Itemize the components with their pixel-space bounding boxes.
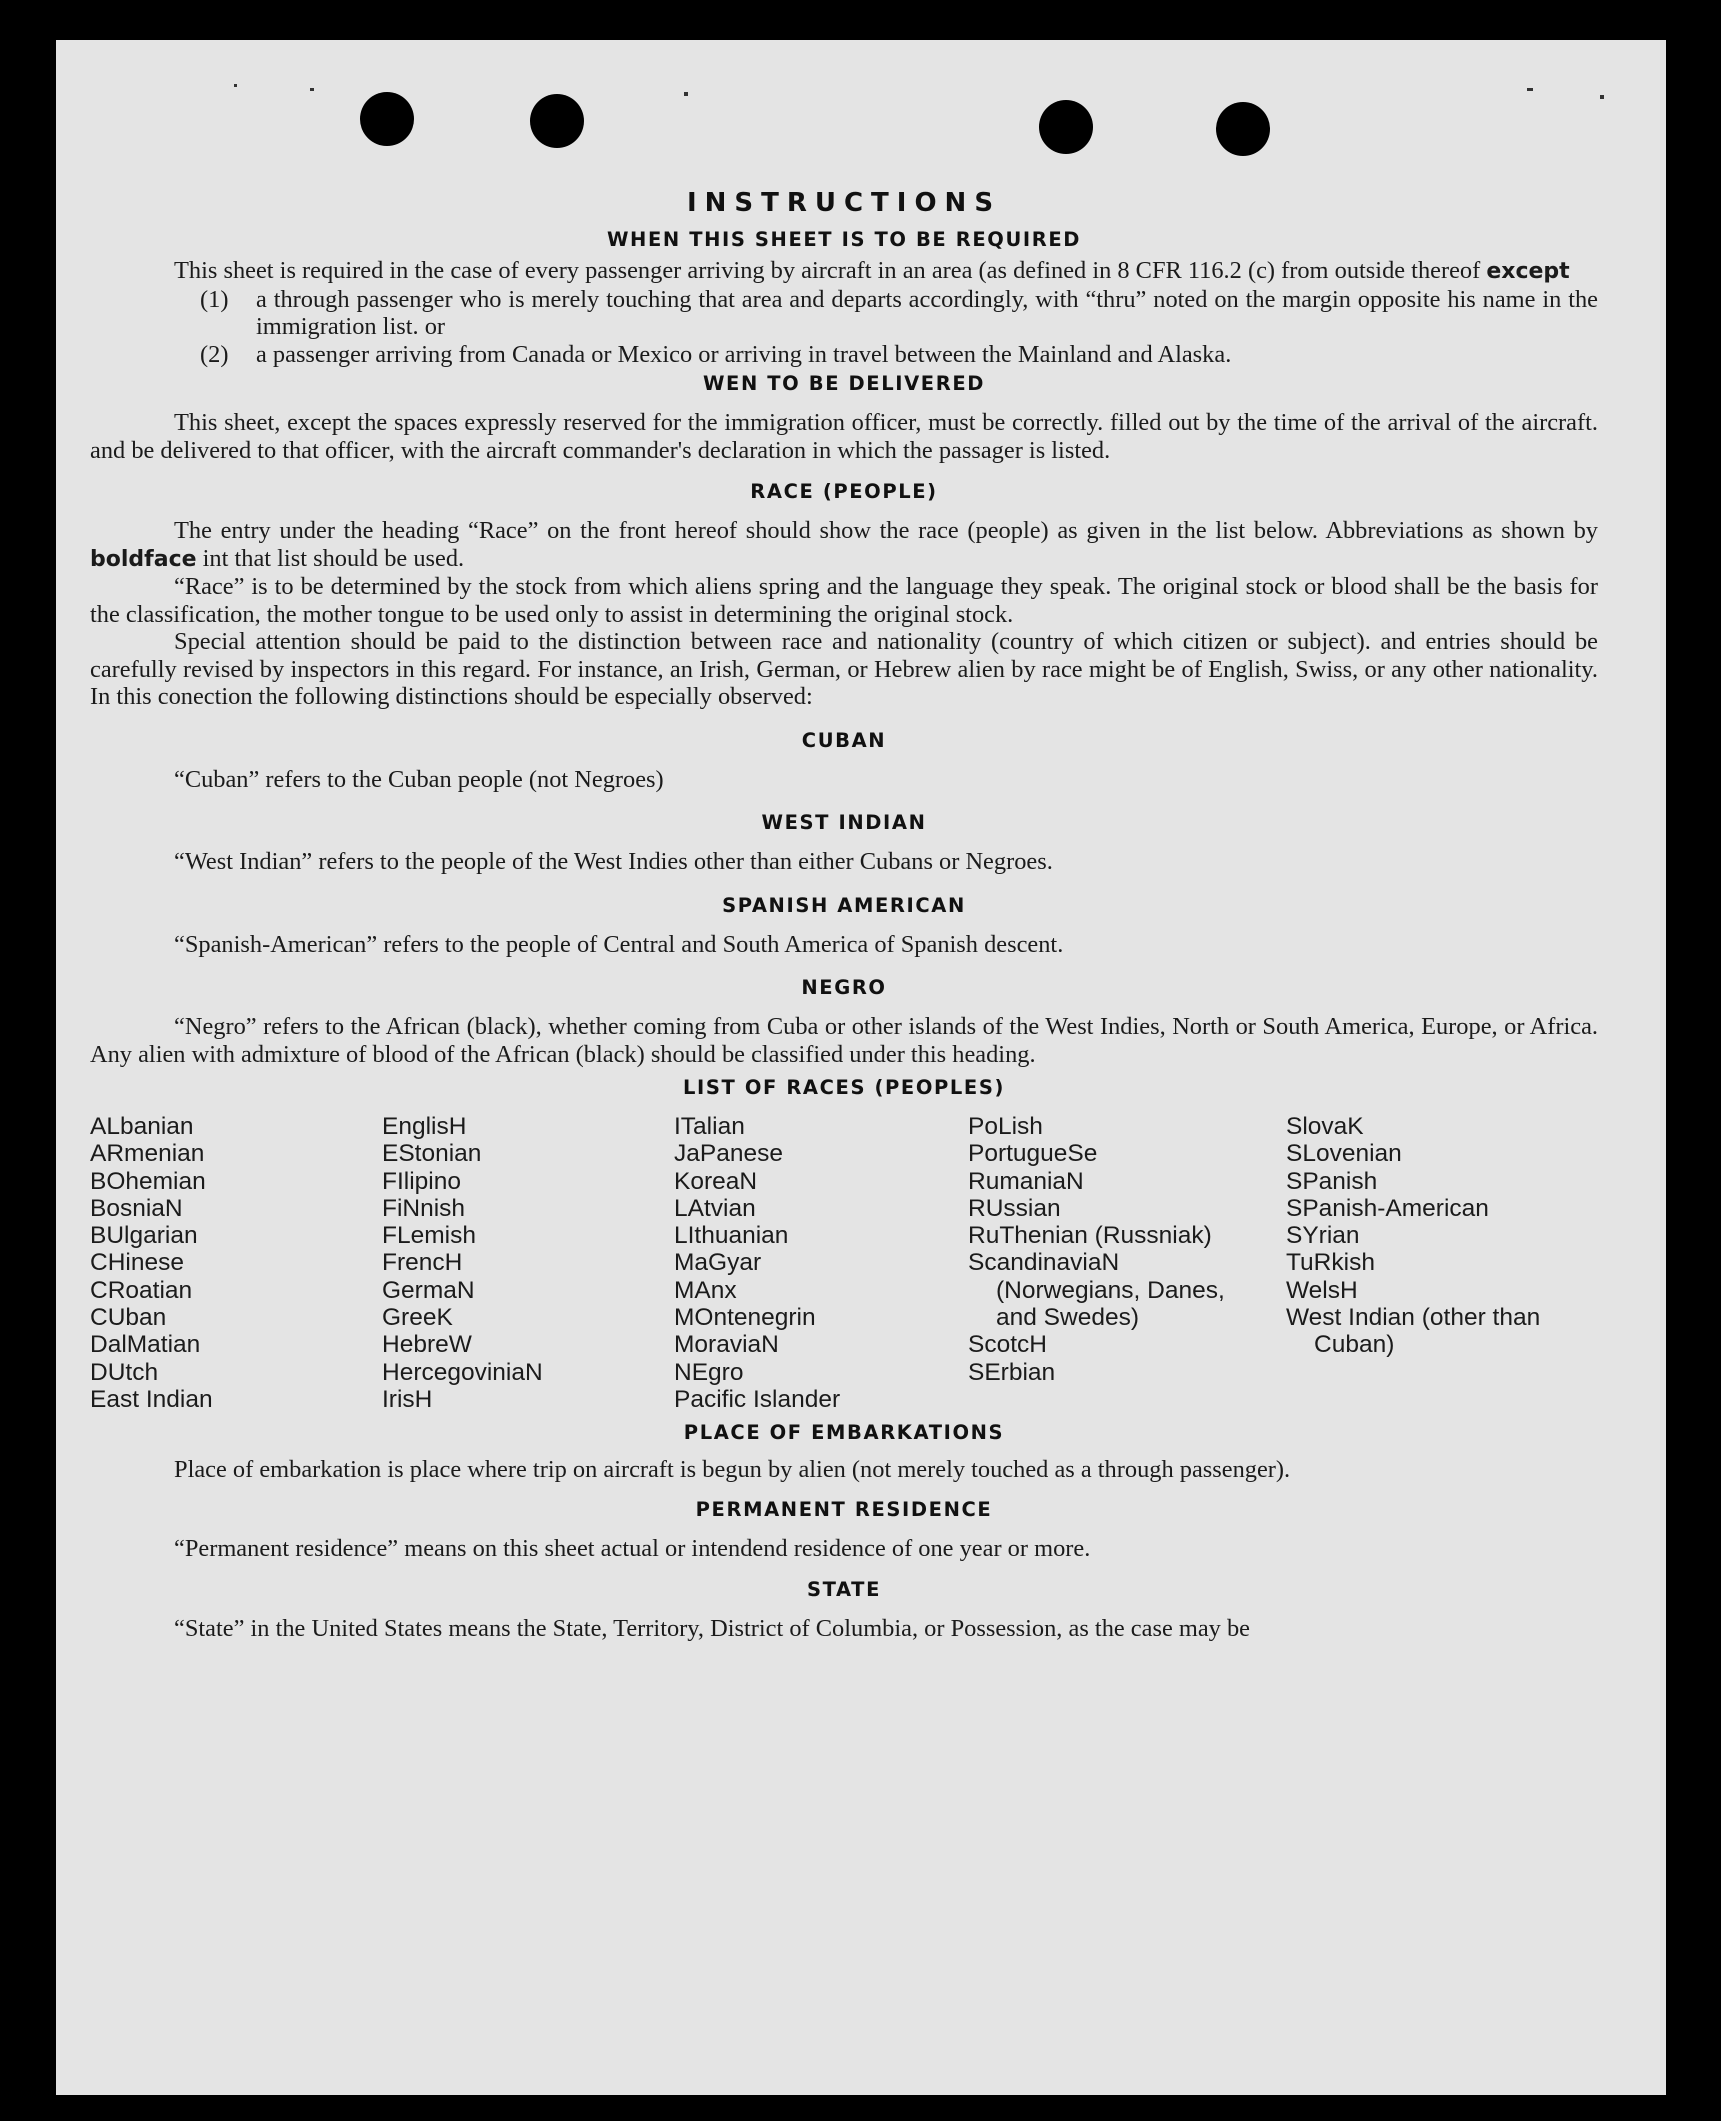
race-item: BUlgarian [90,1222,198,1250]
punch-hole [1216,102,1270,156]
race-item: GreeK [382,1304,453,1332]
paragraph-text: This sheet is required in the case of every passenger arriving by aircraft in an area (as defined in 8 CFR 116.2 (c) from outside thereof [174,257,1481,284]
race-item: NEgro [674,1358,744,1386]
section-heading: WHEN THIS SHEET IS TO BE REQUIRED [606,228,1082,251]
paragraph [90,257,1598,286]
paragraph: “Negro” refers to the African (black), whether coming from Cuba or other islands of the West Indies, North or South America, Europe, or Africa. Any alien with admixture of blood of the African (black) should be classified under this heading. [90,1013,1598,1068]
item-text: a passenger arriving from Canada or Mexico or arriving in travel between the Mainland and Alaska. [256,340,1232,368]
paragraph [90,517,1598,573]
speck [1527,88,1533,91]
race-item: Pacific Islander [674,1385,841,1413]
list-item [200,286,1598,341]
race-item: EnglisH [382,1113,467,1140]
section-heading: PERMANENT RESIDENCE [695,1497,993,1521]
race-item: SYrian [1286,1222,1360,1250]
race-item: ALbanian [90,1113,194,1140]
page-title: INSTRUCTIONS [686,188,1002,218]
race-item: KoreaN [674,1167,758,1195]
race-list [90,1113,1598,1413]
item-number: (2) [200,340,229,368]
paragraph: “Race” is to be determined by the stock from which aliens spring and the language they speak. The original stock or blood shall be the basis for the classification, the mother tongue to be used only to assist in determining the original stock. [90,573,1598,628]
race-item: WelsH [1286,1276,1358,1304]
race-item: SPanish-American [1286,1194,1489,1222]
race-item: SErbian [968,1358,1056,1386]
section-heading: NEGRO [801,976,887,999]
race-item: RUssian [968,1194,1061,1222]
bold-text: boldface [90,546,197,572]
instructions-body [90,188,1598,1643]
race-item: TuRkish [1286,1249,1375,1277]
race-column [90,1113,382,1413]
list-item [200,341,1598,369]
race-item: MoraviaN [674,1331,779,1359]
race-item: MOntenegrin [674,1304,816,1332]
race-item: HebreW [382,1331,472,1359]
race-item: RumaniaN [968,1167,1084,1195]
race-item: LIthuanian [674,1222,789,1250]
race-item: ARmenian [90,1140,205,1168]
punch-hole [530,94,584,148]
race-item: ScotcH [968,1331,1047,1359]
section-heading: WEN TO BE DELIVERED [702,372,986,395]
race-item: JaPanese [674,1140,783,1168]
race-column [1286,1113,1566,1413]
paragraph: Special attention should be paid to the distinction between race and nationality (country of which citizen or subject). and entries should be carefully revised by inspectors in this regard. For instance, an Irish, German, or Hebrew alien by race might be of English, Swiss, or any other nationality. In this conection the following distinctions should be especially observed: [90,628,1598,710]
race-item: SPanish [1286,1167,1378,1195]
race-item: ScandinaviaN (Norwegians, Danes, and Swedes) [968,1249,1225,1332]
race-item: FIlipino [382,1167,461,1195]
document-page [56,40,1666,2095]
race-column [382,1113,674,1413]
speck [234,84,237,87]
bold-text: except [1486,259,1570,284]
section-heading: STATE [806,1578,882,1602]
race-item: HercegoviniaN [382,1358,543,1386]
race-item: ITalian [674,1113,745,1140]
section-heading: WEST INDIAN [761,811,927,834]
section-heading: PLACE OF EMBARKATIONS [683,1421,1005,1445]
race-item: CHinese [90,1249,184,1277]
paragraph-text: int that list should be used. [202,544,465,572]
race-item: BOhemian [90,1167,206,1195]
race-item: PoLish [968,1113,1043,1140]
item-text: a through passenger who is merely touching that area and departs accordingly, with “thru” noted on the margin opposite his name in the immigration list. or [256,285,1598,340]
race-column [674,1113,968,1413]
section-heading: SPANISH AMERICAN [722,893,966,917]
race-item: IrisH [382,1385,433,1413]
race-item: FrencH [382,1249,463,1277]
race-item: DUtch [90,1358,159,1386]
paragraph: Place of embarkation is place where trip on aircraft is begun by alien (not merely touched as a through passenger). [174,1456,1291,1484]
speck [1600,95,1604,99]
race-item: DalMatian [90,1331,201,1359]
race-item: West Indian (other than Cuban) [1286,1304,1541,1359]
race-item: MaGyar [674,1249,762,1277]
paragraph: “Permanent residence” means on this sheet actual or intendend residence of one year or more. [174,1534,1091,1562]
punch-hole [1039,100,1093,154]
race-item: LAtvian [674,1194,756,1222]
race-item: FLemish [382,1222,476,1250]
race-item: East Indian [90,1385,213,1413]
race-item: SlovaK [1286,1113,1364,1140]
speck [310,88,314,91]
race-item: CUban [90,1304,167,1332]
race-item: CRoatian [90,1276,193,1304]
race-item: GermaN [382,1276,475,1304]
paragraph: “West Indian” refers to the people of the West Indies other than either Cubans or Negroes. [174,848,1053,875]
speck [684,92,688,96]
paragraph-text: The entry under the heading “Race” on the front hereof should show the race (people) as given in the list below. Abbreviations as shown by [174,517,1598,544]
paragraph: “State” in the United States means the State, Territory, District of Columbia, or Possession, as the case may be [174,1615,1250,1643]
item-number: (1) [200,285,229,313]
paragraph: This sheet, except the spaces expressly reserved for the immigration officer, must be correctly. filled out by the time of the arrival of the aircraft. and be delivered to that officer, with the aircraft commander's declaration in which the passager is listed. [90,409,1598,464]
paragraph: “Cuban” refers to the Cuban people (not Negroes) [174,765,664,793]
section-heading: RACE (PEOPLE) [750,480,938,503]
section-heading: LIST OF RACES (PEOPLES) [683,1076,1005,1099]
punch-hole [360,92,414,146]
race-item: FiNnish [382,1194,466,1222]
race-item: EStonian [382,1140,482,1168]
paragraph: “Spanish-American” refers to the people of Central and South America of Spanish descent. [174,930,1064,958]
race-item: PortugueSe [968,1140,1098,1168]
race-column [968,1113,1286,1413]
race-item: SLovenian [1286,1140,1402,1168]
section-heading: CUBAN [801,728,887,752]
race-item: BosniaN [90,1194,183,1222]
race-item: MAnx [674,1276,737,1304]
race-item: RuThenian (Russniak) [968,1222,1212,1250]
